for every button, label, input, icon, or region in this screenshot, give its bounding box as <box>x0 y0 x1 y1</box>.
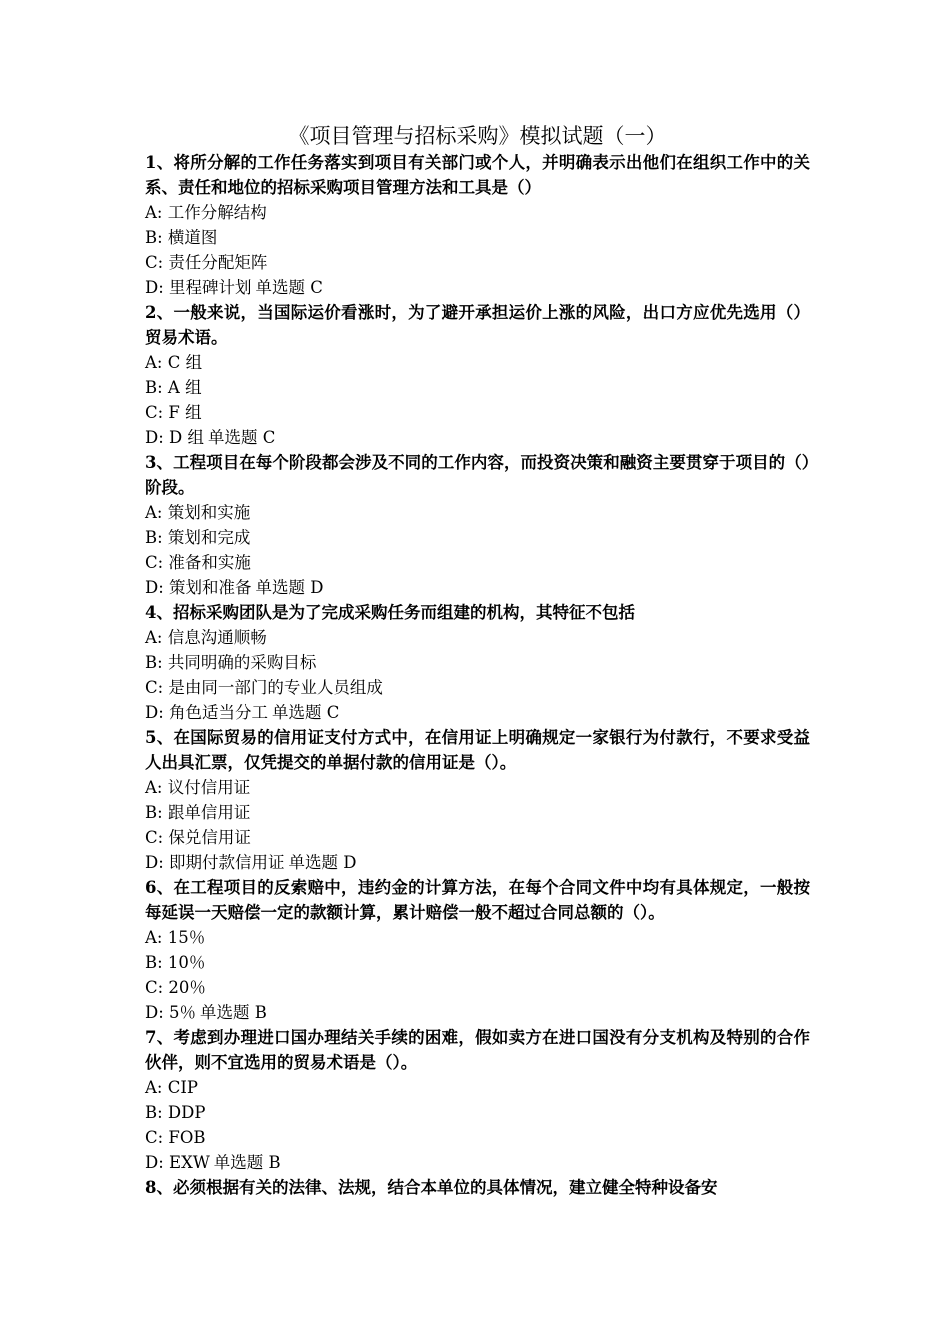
option-text: A: 信息沟通顺畅 <box>145 628 267 647</box>
answer-option <box>145 975 810 1000</box>
option-text: B: 共同明确的采购目标 <box>145 653 317 672</box>
answer-option <box>145 400 810 425</box>
option-text: A: 策划和实施 <box>145 503 251 522</box>
option-text: D: 策划和准备 <box>145 578 252 597</box>
answer-option <box>145 1000 810 1025</box>
answer-option <box>145 550 810 575</box>
answer-option <box>145 700 810 725</box>
option-text: B: 策划和完成 <box>145 528 251 547</box>
question-stem: 2、一般来说，当国际运价看涨时，为了避开承担运价上涨的风险，出口方应优先选用（）贸易术语。 <box>145 303 810 347</box>
option-text: A: C 组 <box>145 353 203 372</box>
answer-option <box>145 1125 810 1150</box>
answer-option <box>145 775 810 800</box>
answer-option <box>145 225 810 250</box>
answer-key: 单选题 B <box>200 1003 267 1022</box>
document-title: 《项目管理与招标采购》模拟试题（一） <box>288 124 667 148</box>
answer-option <box>145 800 810 825</box>
answer-option <box>145 1075 810 1100</box>
question-stem: 4、招标采购团队是为了完成采购任务而组建的机构，其特征不包括 <box>145 603 635 622</box>
option-text: A: 工作分解结构 <box>145 203 267 222</box>
option-text: D: 角色适当分工 <box>145 703 269 722</box>
answer-option <box>145 275 810 300</box>
option-text: C: 保兑信用证 <box>145 828 251 847</box>
question-4 <box>145 600 810 725</box>
option-text: C: 20％ <box>145 978 206 997</box>
option-text: D: D 组 <box>145 428 205 447</box>
option-text: B: 横道图 <box>145 228 218 247</box>
option-text: C: FOB <box>145 1128 206 1147</box>
answer-option <box>145 1100 810 1125</box>
option-text: B: 10％ <box>145 953 206 972</box>
option-text: D: 里程碑计划 <box>145 278 252 297</box>
question-stem: 6、在工程项目的反索赔中，违约金的计算方法，在每个合同文件中均有具体规定，一般按每延误一天赔偿一定的款额计算，累计赔偿一般不超过合同总额的（）。 <box>145 878 810 922</box>
option-text: D: EXW <box>145 1153 210 1172</box>
question-6 <box>145 875 810 1025</box>
answer-key: 单选题 B <box>213 1153 281 1172</box>
option-text: C: F 组 <box>145 403 202 422</box>
question-list <box>145 150 810 1200</box>
question-stem: 3、工程项目在每个阶段都会涉及不同的工作内容，而投资决策和融资主要贯穿于项目的（）阶段。 <box>145 453 810 497</box>
answer-option <box>145 950 810 975</box>
question-stem: 8、必须根据有关的法律、法规，结合本单位的具体情况，建立健全特种设备安 <box>145 1178 718 1197</box>
question-stem: 7、考虑到办理进口国办理结关手续的困难，假如卖方在进口国没有分支机构及特别的合作伙伴，则不宜选用的贸易术语是（）。 <box>145 1028 810 1072</box>
answer-option <box>145 575 810 600</box>
answer-option <box>145 425 810 450</box>
option-text: A: CIP <box>145 1078 198 1097</box>
question-stem: 5、在国际贸易的信用证支付方式中，在信用证上明确规定一家银行为付款行，不要求受益人出具汇票，仅凭提交的单据付款的信用证是（）。 <box>145 728 810 772</box>
question-1 <box>145 150 810 300</box>
question-5 <box>145 725 810 875</box>
option-text: B: A 组 <box>145 378 202 397</box>
answer-option <box>145 650 810 675</box>
answer-option <box>145 675 810 700</box>
answer-option <box>145 525 810 550</box>
question-3 <box>145 450 810 600</box>
answer-option <box>145 375 810 400</box>
answer-option <box>145 500 810 525</box>
answer-option <box>145 850 810 875</box>
answer-option <box>145 250 810 275</box>
question-7 <box>145 1025 810 1175</box>
answer-option <box>145 625 810 650</box>
answer-key: 单选题 D <box>255 578 324 597</box>
answer-option <box>145 1150 810 1175</box>
option-text: C: 准备和实施 <box>145 553 251 572</box>
option-text: A: 15％ <box>145 928 206 947</box>
option-text: B: 跟单信用证 <box>145 803 251 822</box>
answer-key: 单选题 D <box>288 853 357 872</box>
answer-key: 单选题 C <box>272 703 340 722</box>
answer-option <box>145 350 810 375</box>
option-text: C: 责任分配矩阵 <box>145 253 268 272</box>
document-page <box>145 122 810 1200</box>
option-text: A: 议付信用证 <box>145 778 251 797</box>
option-text: C: 是由同一部门的专业人员组成 <box>145 678 383 697</box>
option-text: D: 即期付款信用证 <box>145 853 285 872</box>
question-2 <box>145 300 810 450</box>
question-8 <box>145 1175 810 1200</box>
answer-option <box>145 825 810 850</box>
option-text: B: DDP <box>145 1103 206 1122</box>
question-stem: 1、将所分解的工作任务落实到项目有关部门或个人，并明确表示出他们在组织工作中的关系、责任和地位的招标采购项目管理方法和工具是（） <box>145 153 810 197</box>
answer-option <box>145 925 810 950</box>
answer-key: 单选题 C <box>208 428 276 447</box>
answer-option <box>145 200 810 225</box>
answer-key: 单选题 C <box>255 278 323 297</box>
option-text: D: 5％ <box>145 1003 197 1022</box>
